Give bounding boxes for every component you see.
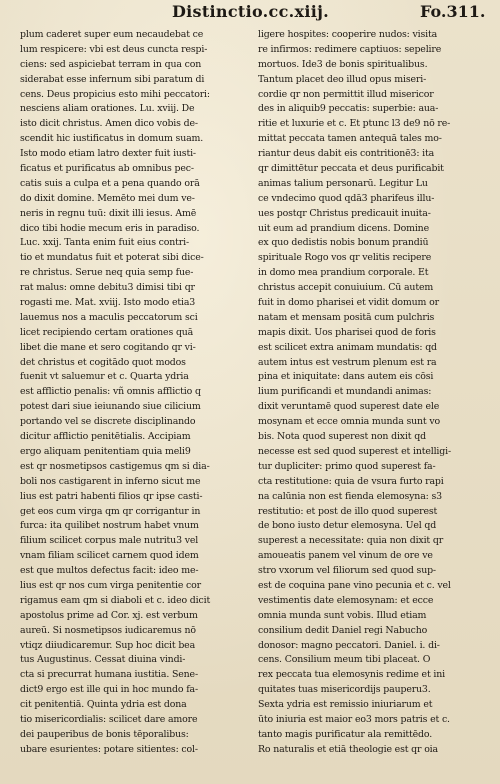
left-text-column <box>20 28 245 778</box>
text-line: furca: ita quilibet nostrum habet vnum <box>20 520 199 532</box>
text-line: Tantum placet deo illud opus miseri- <box>258 73 427 85</box>
text-line: rigamus eam qm si diaboli et c. ideo dicit <box>20 594 211 606</box>
text-line: pina et iniquitate: dans autem eis cōsi <box>258 371 434 383</box>
text-line: mapis dixit. Uos pharisei quod de foris <box>258 326 436 338</box>
text-line: est qr nosmetipsos castigemus qm si dia- <box>20 460 210 472</box>
text-line: apostolus prime ad Cor. xj. est verbum <box>20 609 198 621</box>
text-line: dico tibi hodie mecum eris in paradiso. <box>20 222 200 234</box>
text-line: est de coquina pane vino pecunia et c. vel <box>258 579 451 591</box>
text-line: est afflictio penalis: vñ omnis afflictio q <box>20 386 201 398</box>
text-line: catis suis a culpa et a pena quando orā <box>20 177 200 189</box>
text-line: get eos cum virga qm qr corrigantur in <box>20 505 201 517</box>
text-line: est que multos defectus facit: ideo me- <box>20 565 199 577</box>
page-header <box>0 2 500 24</box>
text-line: vnam filiam scilicet carnem quod idem <box>20 550 199 562</box>
text-line: christus accepit conuiuium. Cū autem <box>258 282 434 294</box>
text-line: fuit in domo pharisei et vidit domum or <box>258 297 439 309</box>
text-line: vtiqz diiudicaremur. Sup hoc dicit bea <box>20 639 196 651</box>
text-line: superest a necessitate: quia non dixit qr <box>258 535 444 547</box>
right-text-column <box>258 28 483 778</box>
text-line: cens. Deus propicius esto mihi peccatori: <box>20 88 210 100</box>
text-line: Ro naturalis et etiā theologie est qr oia <box>258 743 438 755</box>
text-line: fuenit vt saluemur et c. Quarta ydria <box>20 371 189 383</box>
text-line: tus Augustinus. Cessat diuina vindi- <box>20 654 186 666</box>
text-line: lius est qr nos cum virga penitentie cor <box>20 579 201 591</box>
text-line: na calūnia non est fienda elemosyna: s3 <box>258 490 442 502</box>
text-line: siderabat esse infernum sibi paratum di <box>20 73 205 85</box>
text-line: donosor: magno peccatori. Daniel. i. di- <box>258 639 440 651</box>
text-line: des in aliquib9 peccatis: superbie: aua- <box>258 103 439 115</box>
text-line: tio et mundatus fuit et poterat sibi dice- <box>20 252 204 264</box>
text-line: lium purificandi et mundandi animas: <box>258 386 432 398</box>
text-line: filium scilicet corpus male nutritu3 vel <box>20 535 199 547</box>
text-line: uit eum ad prandium dicens. Domine <box>258 222 429 234</box>
text-line: ciens: sed aspiciebat terram in qua con <box>20 58 202 70</box>
text-line: natam et mensam positā cum pulchris <box>258 311 435 323</box>
text-line: do dixit domine. Memēto mei dum ve- <box>20 192 195 204</box>
text-line: de bono iusto detur elemosyna. Uel qd <box>258 520 437 532</box>
text-line: plum caderet super eum necaudebat ce <box>20 29 204 40</box>
text-line: animas talium personarū. Legitur Lu <box>258 177 428 189</box>
text-line: stro vxorum vel filiorum sed quod sup- <box>258 565 436 577</box>
text-line: dicitur afflictio penitētialis. Accipiam <box>20 431 191 443</box>
text-line: in domo mea prandium corporale. Et <box>258 267 429 279</box>
text-line: ligere hospites: cooperire nudos: visita <box>258 29 438 40</box>
text-line: est scilicet extra animam mundatis: qd <box>258 341 437 353</box>
text-line: potest dari siue ieiunando siue cilicium <box>20 401 201 413</box>
text-line: nesciens aliam orationes. Lu. xviij. De <box>20 103 195 115</box>
text-line: cordie qr non permittit illud misericor <box>258 88 434 100</box>
text-line: scendit hic iustificatus in domum suam. <box>20 133 204 145</box>
text-line: riantur deus dabit eis contritionē3: ita <box>258 148 435 160</box>
text-line: tio misericordialis: scilicet dare amore <box>20 713 198 725</box>
text-line: rogasti me. Mat. xviij. Isto modo etia3 <box>20 297 196 309</box>
text-line: rex peccata tua elemosynis redime et ini <box>258 669 445 681</box>
text-line: cit penitentiā. Quinta ydria est dona <box>20 699 187 711</box>
text-line: portando vel se discrete disciplinando <box>20 416 196 428</box>
text-line: dict9 ergo est ille qui in hoc mundo fa- <box>20 684 199 696</box>
text-line: isto dicit christus. Amen dico vobis de- <box>20 118 198 130</box>
text-line: Isto modo etiam latro dexter fuit iusti- <box>20 148 196 160</box>
text-line: cens. Consilium meum tibi placeat. O <box>258 654 431 666</box>
text-line: Luc. xxij. Tanta enim fuit eius contri- <box>20 237 189 249</box>
text-line: Sexta ydria est remissio iniuriarum et <box>258 699 433 711</box>
text-line: vestimentis date elemosynam: et ecce <box>258 594 434 606</box>
text-line: omnia munda sunt vobis. Illud etiam <box>258 609 427 621</box>
text-line: dei pauperibus de bonis tēporalibus: <box>20 728 189 740</box>
text-line: tur dupliciter: primo quod superest fa- <box>258 460 436 472</box>
text-line: aureū. Si nosmetipsos iudicaremus nō <box>20 624 196 636</box>
text-line: ce vndecimo quod qdā3 pharifeus illu- <box>258 192 435 204</box>
text-line: quitates tuas misericordijs pauperu3. <box>258 684 431 696</box>
text-line: re infirmos: redimere captiuos: sepelire <box>258 43 442 55</box>
text-line: det christus et cogitādo quot modos <box>20 356 186 368</box>
text-line: lauemus nos a maculis peccatorum sci <box>20 311 198 323</box>
text-line: autem intus est vestrum plenum est ra <box>258 356 437 368</box>
text-line: ues postqr Christus predicauit inuita- <box>258 207 431 219</box>
folio-number: Fo.311. <box>420 2 486 21</box>
text-line: libet die mane et sero cogitando qr vi- <box>20 341 196 353</box>
text-line: lum respicere: vbi est deus cuncta respi- <box>20 43 208 55</box>
text-line: ritie et luxurie et c. Et ptunc l3 de9 nō re- <box>258 118 451 130</box>
text-line: ubare esurientes: potare sitientes: col- <box>20 743 198 755</box>
text-line: ficatus et purificatus ab omnibus pec- <box>20 163 194 175</box>
text-line: re christus. Serue neq quia semp fue- <box>20 267 194 279</box>
text-line: spirituale Rogo vos qr velitis recipere <box>258 252 432 264</box>
text-line: ex quo dedistis nobis bonum prandiū <box>258 237 429 249</box>
text-line: amoueatis panem vel vinum de ore ve <box>258 550 433 562</box>
text-line: restitutio: et post de illo quod superest <box>258 505 438 517</box>
text-line: cta restitutione: quia de vsura furto rapi <box>258 475 444 487</box>
text-line: tanto magis purificatur ala remittēdo. <box>258 728 433 740</box>
text-line: mortuos. Ide3 de bonis spiritualibus. <box>258 58 428 70</box>
text-line: necesse est sed quod superest et intelligi- <box>258 445 451 457</box>
text-line: cta si precurrat humana iustitia. Sene- <box>20 669 198 681</box>
text-line: neris in regnu tuū: dixit illi iesus. Amē <box>20 207 197 219</box>
text-line: mittat peccata tamen antequā tales mo- <box>258 133 442 145</box>
running-title: Distinctio.cc.xiij. <box>172 2 330 21</box>
text-line: qr dimittētur peccata et deus purificabit <box>258 163 444 175</box>
text-line: ergo aliquam penitentiam quia meli9 <box>20 445 191 457</box>
text-line: mosynam et ecce omnia munda sunt vo <box>258 416 441 428</box>
text-line: boli nos castigarent in inferno sicut me <box>20 475 201 487</box>
text-line: consilium dedit Daniel regi Nabucho <box>258 624 428 636</box>
text-line: lius est patri habenti filios qr ipse casti- <box>20 490 203 502</box>
text-line: rat malus: omne debitu3 dimisi tibi qr <box>20 282 195 294</box>
text-line: ūto iniuria est maior eo3 mors patris et c. <box>258 713 450 725</box>
text-line: bis. Nota quod superest non dixit qd <box>258 431 426 443</box>
text-line: licet recipiendo certam orationes quā <box>20 326 194 338</box>
text-line: dixit veruntamē quod superest date ele <box>258 401 440 413</box>
